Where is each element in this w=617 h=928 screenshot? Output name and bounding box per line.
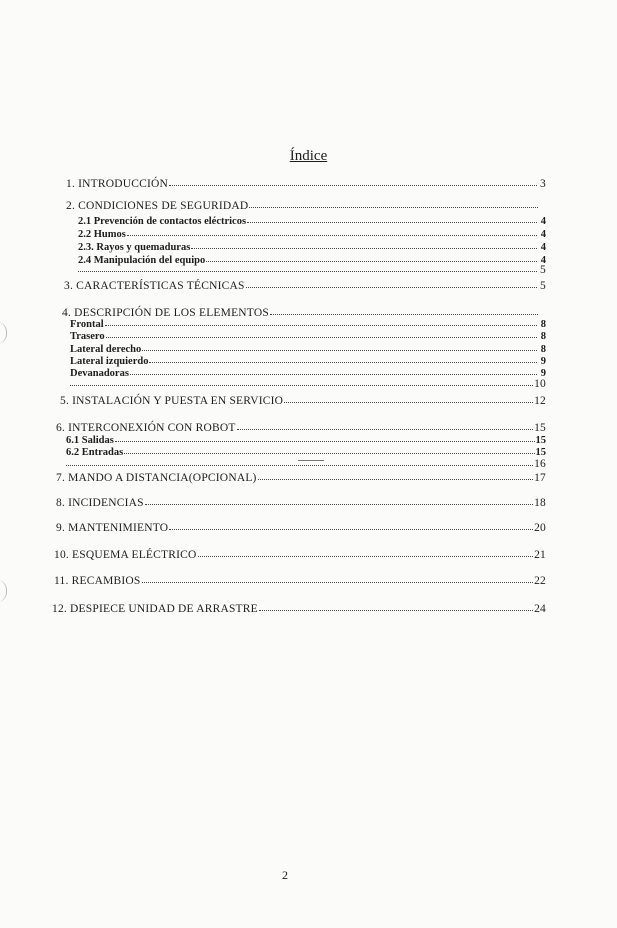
dot-leader: [145, 494, 533, 505]
toc-entry: [66, 198, 546, 213]
toc-page-number: 5: [540, 280, 546, 292]
dot-leader: [124, 443, 534, 454]
dot-leader: [169, 519, 533, 530]
toc-page-number: 9: [540, 368, 546, 379]
toc-label: 2. CONDICIONES DE SEGURIDAD: [66, 200, 249, 212]
toc-continuation-line: [70, 376, 546, 391]
dot-leader: [246, 277, 537, 288]
toc-label: 11. RECAMBIOS: [54, 575, 141, 587]
toc-page-number: 24: [534, 603, 546, 615]
toc-label: Devanadoras: [70, 368, 129, 379]
dot-leader: [270, 304, 538, 315]
dot-leader: [127, 225, 537, 236]
toc-entry: [54, 547, 546, 562]
toc-label: Lateral derecho: [70, 344, 142, 355]
toc-continuation-line: [78, 262, 546, 277]
punch-hole-mark: [0, 322, 7, 344]
toc-label: 2.3. Rayos y quemaduras: [78, 242, 191, 253]
punch-hole-mark: [0, 580, 7, 602]
toc-page-number: 10: [534, 378, 546, 390]
toc-label: 10. ESQUEMA ELÉCTRICO: [54, 549, 197, 561]
toc-label: Lateral izquierdo: [70, 356, 149, 367]
toc-entry: [60, 393, 546, 408]
toc-label: 12. DESPIECE UNIDAD DE ARRASTRE: [52, 603, 258, 615]
dot-leader: [249, 197, 538, 208]
toc-page-number: 22: [534, 575, 546, 587]
toc-page-number: 3: [540, 178, 546, 190]
toc-page-number: 18: [534, 497, 546, 509]
toc-page-number: 15: [535, 435, 546, 446]
dot-leader: [70, 375, 533, 386]
toc-label: 2.2 Humos: [78, 229, 126, 240]
toc-label: 9. MANTENIMIENTO: [56, 522, 169, 534]
dot-leader: [106, 327, 537, 338]
toc-label: 7. MANDO A DISTANCIA(OPCIONAL): [56, 472, 257, 484]
toc-label: 4. DESCRIPCIÓN DE LOS ELEMENTOS: [62, 307, 269, 319]
toc-label: 6.2 Entradas: [66, 447, 124, 458]
toc-label: Frontal: [70, 319, 104, 330]
toc-entry: [66, 176, 546, 191]
toc-label: 6.1 Salidas: [66, 435, 114, 446]
toc-entry: [56, 470, 546, 485]
toc-label: 2.4 Manipulación del equipo: [78, 255, 206, 266]
toc-page-number: 9: [540, 356, 546, 367]
toc-page-number: 4: [540, 229, 546, 240]
toc-page-number: 21: [534, 549, 546, 561]
dot-leader: [130, 364, 537, 375]
toc-page-number: 8: [540, 344, 546, 355]
toc-page-number: 4: [540, 242, 546, 253]
toc-page-number: 4: [540, 216, 546, 227]
toc-page-number: 20: [534, 522, 546, 534]
dot-leader: [247, 212, 537, 223]
toc-entry: [52, 601, 546, 616]
stray-dash-mark: [298, 460, 324, 461]
dot-leader: [258, 469, 534, 480]
dot-leader: [115, 431, 535, 442]
toc-entry: [64, 278, 546, 293]
toc-page-number: 8: [540, 319, 546, 330]
toc-label: 2.1 Prevención de contactos eléctricos: [78, 216, 247, 227]
page-number: 2: [282, 868, 288, 882]
toc-label: 5. INSTALACIÓN Y PUESTA EN SERVICIO: [60, 395, 284, 407]
toc-page-number: 12: [534, 395, 546, 407]
index-title: Índice: [289, 148, 328, 164]
dot-leader: [198, 546, 534, 557]
toc-entry: [54, 573, 546, 588]
toc-entry: [56, 495, 546, 510]
dot-leader: [284, 392, 533, 403]
toc-page-number: 15: [535, 447, 546, 458]
toc-entry: [56, 520, 546, 535]
dot-leader: [142, 340, 537, 351]
dot-leader: [169, 175, 537, 186]
toc-page-number: 16: [534, 458, 546, 470]
toc-label: 1. INTRODUCCIÓN: [66, 178, 169, 190]
toc-page-number: 8: [540, 331, 546, 342]
dot-leader: [259, 600, 533, 611]
toc-page-number: 5: [540, 264, 546, 276]
toc-page-number: 17: [534, 472, 546, 484]
toc-page-number: 15: [534, 422, 546, 434]
toc-label: Trasero: [70, 331, 105, 342]
toc-label: 3. CARACTERÍSTICAS TÉCNICAS: [64, 280, 245, 292]
toc-page-number: 4: [540, 255, 546, 266]
toc-label: 6. INTERCONEXIÓN CON ROBOT: [56, 422, 236, 434]
dot-leader: [105, 315, 537, 326]
dot-leader: [191, 238, 537, 249]
dot-leader: [142, 572, 534, 583]
dot-leader: [237, 419, 533, 430]
dot-leader: [149, 352, 537, 363]
dot-leader: [78, 261, 537, 272]
toc-label: 8. INCIDENCIAS: [56, 497, 144, 509]
